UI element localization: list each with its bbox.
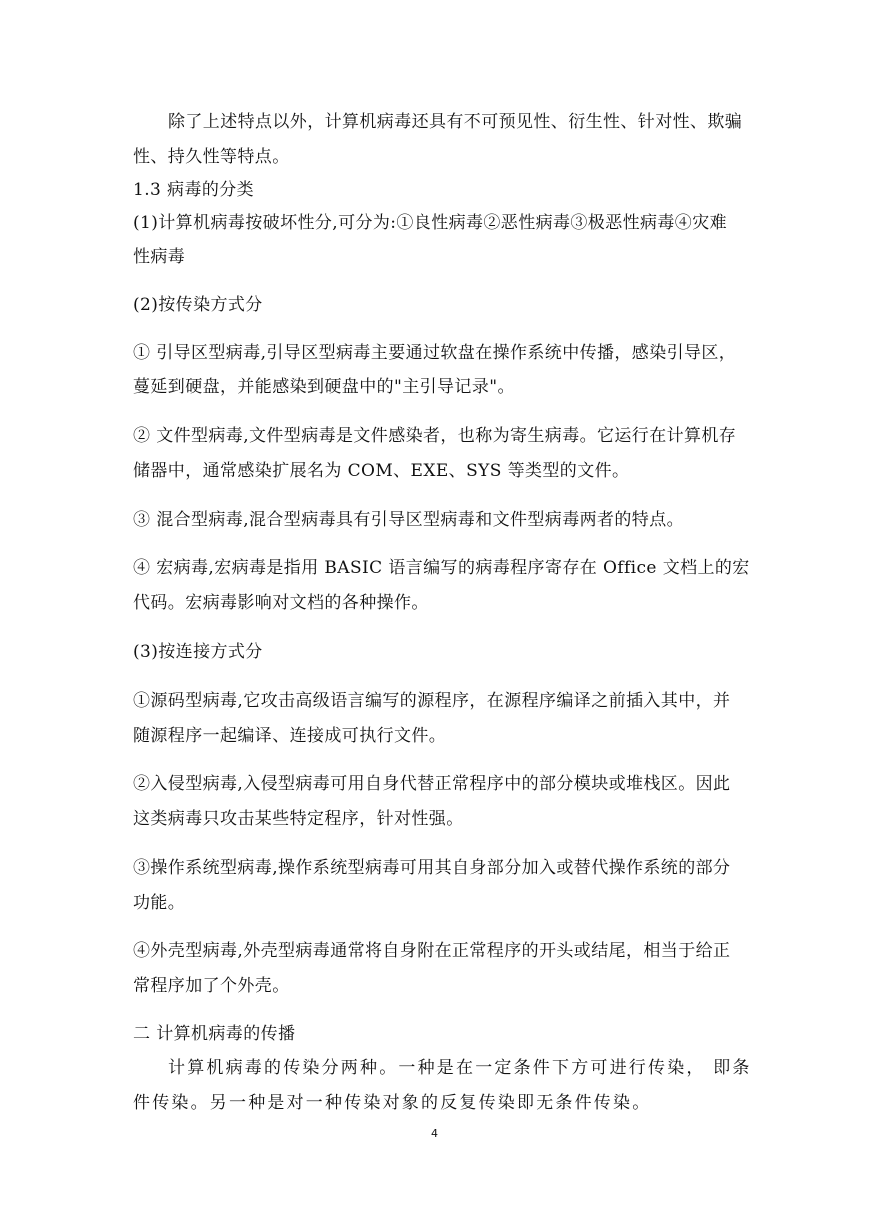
- shell-virus-line-1: ④外壳型病毒,外壳型病毒通常将自身附在正常程序的开头或结尾，相当于给正: [133, 941, 731, 961]
- boot-virus-line-1: ① 引导区型病毒,引导区型病毒主要通过软盘在操作系统中传播，感染引导区，: [133, 343, 737, 363]
- classification-item-1-line-2: 性病毒: [133, 247, 186, 267]
- mixed-virus-line: ③ 混合型病毒,混合型病毒具有引导区型病毒和文件型病毒两者的特点。: [133, 510, 685, 530]
- spread-line-1: 计算机病毒的传染分两种。一种是在一定条件下方可进行传染， 即条: [168, 1058, 752, 1078]
- source-virus-line-1: ①源码型病毒,它攻击高级语言编写的源程序，在源程序编译之前插入其中，并: [133, 691, 731, 711]
- source-virus-line-2: 随源程序一起编译、连接成可执行文件。: [133, 726, 447, 746]
- intro-line-2: 性、持久性等特点。: [133, 147, 290, 167]
- macro-virus-line-2: 代码。宏病毒影响对文档的各种操作。: [133, 593, 429, 613]
- section-heading-1-3: 1.3 病毒的分类: [133, 180, 255, 200]
- intrusive-virus-line-2: 这类病毒只攻击某些特定程序，针对性强。: [133, 809, 464, 829]
- shell-virus-line-2: 常程序加了个外壳。: [133, 976, 290, 996]
- file-virus-line-2: 储器中，通常感染扩展名为 COM、EXE、SYS 等类型的文件。: [133, 461, 630, 481]
- spread-line-2: 件传染。另一种是对一种传染对象的反复传染即无条件传染。: [133, 1093, 652, 1113]
- classification-item-2: (2)按传染方式分: [133, 295, 263, 315]
- classification-item-3: (3)按连接方式分: [133, 642, 263, 662]
- intro-line-1: 除了上述特点以外，计算机病毒还具有不可预见性、衍生性、针对性、欺骗: [168, 112, 743, 132]
- section-heading-2: 二 计算机病毒的传播: [133, 1024, 296, 1044]
- os-virus-line-1: ③操作系统型病毒,操作系统型病毒可用其自身部分加入或替代操作系统的部分: [133, 858, 731, 878]
- intrusive-virus-line-1: ②入侵型病毒,入侵型病毒可用自身代替正常程序中的部分模块或堆栈区。因此: [133, 774, 731, 794]
- classification-item-1-line-1: (1)计算机病毒按破坏性分,可分为:①良性病毒②恶性病毒③极恶性病毒④灾难: [133, 213, 728, 233]
- os-virus-line-2: 功能。: [133, 893, 186, 913]
- macro-virus-line-1: ④ 宏病毒,宏病毒是指用 BASIC 语言编写的病毒程序寄存在 Office 文档上的宏: [133, 558, 750, 578]
- file-virus-line-1: ② 文件型病毒,文件型病毒是文件感染者，也称为寄生病毒。它运行在计算机存: [133, 426, 737, 446]
- boot-virus-line-2: 蔓延到硬盘，并能感染到硬盘中的"主引导记录"。: [133, 377, 515, 397]
- page-number: 4: [431, 1127, 438, 1140]
